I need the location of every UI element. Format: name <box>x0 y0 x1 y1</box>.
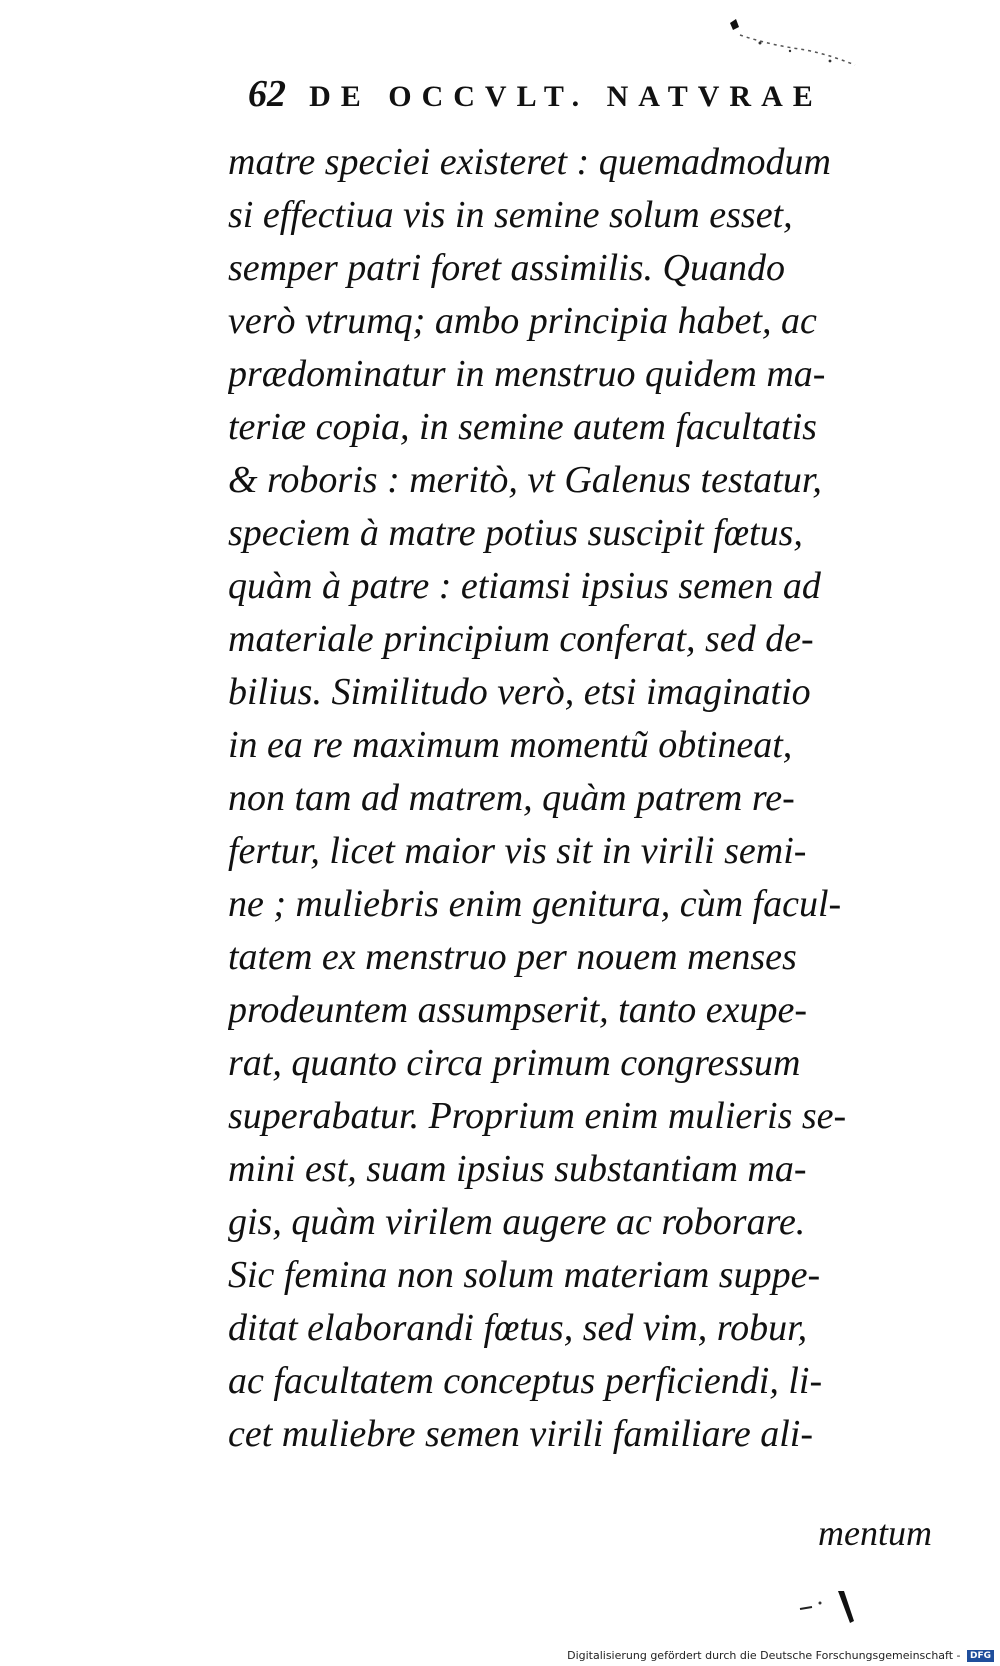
dfg-logo: DFG <box>967 1650 994 1662</box>
catchword: mentum <box>818 1513 932 1553</box>
text-line: ne ; muliebris enim genitura, cùm facul- <box>228 883 842 925</box>
ink-specks-bottom <box>780 1585 880 1635</box>
digitization-credit <box>567 1649 994 1662</box>
text-line: tatem ex menstruo per nouem menses <box>228 936 797 978</box>
page-header <box>248 72 928 132</box>
text-line: bilius. Similitudo verò, etsi imaginatio <box>228 671 811 713</box>
running-head: DE OCCVLT. NATVRAE <box>309 80 823 113</box>
text-line: in ea re maximum momentũ obtineat, <box>228 724 793 766</box>
text-line: ditat elaborandi fœtus, sed vim, robur, <box>228 1307 808 1349</box>
text-line: cet muliebre semen virili familiare ali- <box>228 1413 813 1455</box>
text-line: semper patri foret assimilis. Quando <box>228 247 785 289</box>
text-line: prodeuntem assumpserit, tanto exupe- <box>228 989 808 1031</box>
text-line: mini est, suam ipsius substantiam ma- <box>228 1148 807 1190</box>
text-line: verò vtrumq; ambo principia habet, ac <box>228 300 817 342</box>
text-line: prædominatur in menstruo quidem ma- <box>228 353 826 395</box>
page-number: 62 <box>248 73 286 115</box>
text-line: non tam ad matrem, quàm patrem re- <box>228 777 795 819</box>
text-line: rat, quanto circa primum congressum <box>228 1042 801 1084</box>
text-line: superabatur. Proprium enim mulieris se- <box>228 1095 847 1137</box>
credit-text: Digitalisierung gefördert durch die Deutsche Forschungsgemeinschaft - <box>567 1649 961 1662</box>
text-line: fertur, licet maior vis sit in virili semi- <box>228 830 807 872</box>
text-line: Sic femina non solum materiam suppe- <box>228 1254 821 1296</box>
text-line: speciem à matre potius suscipit fœtus, <box>228 512 803 554</box>
text-line: gis, quàm virilem augere ac roborare. <box>228 1201 806 1243</box>
text-line: quàm à patre : etiamsi ipsius semen ad <box>228 565 821 607</box>
body-text <box>228 136 948 1461</box>
text-line: teriæ copia, in semine autem facultatis <box>228 406 817 448</box>
text-line: matre speciei existeret : quemadmodum <box>228 141 831 183</box>
text-line: si effectiua vis in semine solum esset, <box>228 194 793 236</box>
text-line: ac facultatem conceptus perficiendi, li- <box>228 1360 823 1402</box>
text-line: materiale principium conferat, sed de- <box>228 618 814 660</box>
text-line: & roboris : meritò, vt Galenus testatur, <box>228 459 822 501</box>
